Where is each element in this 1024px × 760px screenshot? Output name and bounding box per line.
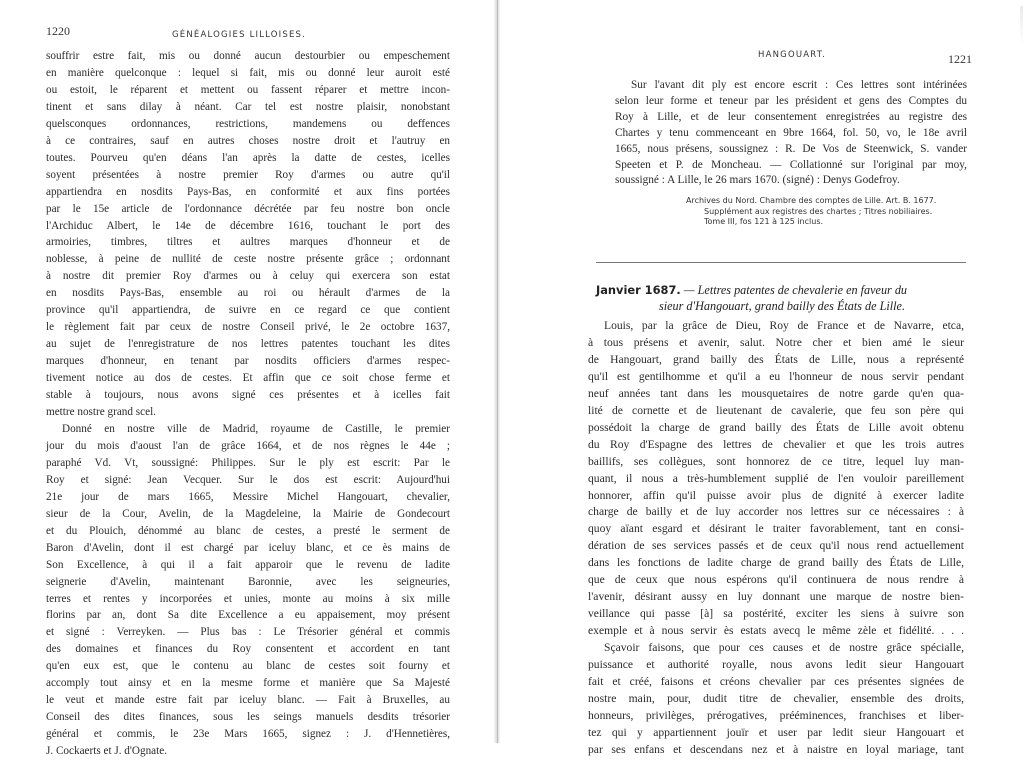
right-body-line: quoy aïant esgard et désirant le traiter favorablement, tant en consi- bbox=[588, 522, 964, 536]
right-body-line: à tous présens et avenir, salut. Notre cher et bien amé le sieur bbox=[588, 335, 964, 349]
left-body-line: le règlement fait par ceux de nostre Conseil privé, le 2e octobre 1637, bbox=[46, 321, 450, 334]
left-body-line: à ce contraires, sauf en autres choses nostre droit et l'autruy en bbox=[46, 134, 450, 147]
left-body-line: par le 15e article de l'ordonnance décrétée par feu nostre bon oncle bbox=[46, 202, 450, 215]
right-body-line: lité de cornette et de lieutenant de cavalerie, que feu son père qui bbox=[588, 403, 964, 417]
left-body-line: terres et rentes y incorporées et unies, monte au moins à six mille bbox=[46, 592, 450, 605]
right-top-line: Sur l'avant dit ply est encore escrit : Ces lettres sont intérinées bbox=[631, 79, 967, 91]
left-body-line: noblesse, à peine de nullité de ceste nostre présente grâce ; ordonnant bbox=[46, 253, 450, 266]
right-top-line: Roy à Lille, et de leur consentement enregistrées au registre des bbox=[615, 110, 967, 123]
left-body-line: l'Archiduc Albert, le 14e de décembre 1616, touchant le port des bbox=[46, 219, 450, 232]
left-body-line: des domaines et finances du Roy consentent et accordent en tant bbox=[46, 643, 450, 656]
left-body-line: soyent présentées à nostre premier Roy d'armes ou autre qu'il bbox=[46, 168, 450, 181]
left-body-line: quelsconques ordonnances, restrictions, mandemens ou deffences bbox=[46, 117, 450, 130]
document-heading bbox=[596, 282, 968, 314]
right-top-line: selon leur forme et teneur par les président et gens des Comptes du bbox=[615, 94, 967, 107]
page-stain bbox=[1020, 6, 1023, 46]
right-body-line: que de ceux que nous espérons qu'il continuera de nous rendre à bbox=[588, 573, 964, 587]
left-page bbox=[0, 0, 494, 758]
right-page-top-text bbox=[615, 78, 967, 189]
left-body-line: appartiendra en nosdits Pays-Bas, en conformité et aux fins portées bbox=[46, 185, 450, 198]
right-top-line: 1665, nous présens, soussignez : R. De Vos de Steenwick, S. vander bbox=[615, 142, 967, 155]
right-body-line: qu'il est gentilhomme et qu'il a eu l'honneur de nous servir pendant bbox=[588, 369, 964, 383]
left-body-line: Conseil des dites finances, sous les seings manuels desdits trésorier bbox=[46, 711, 450, 724]
left-body-line: général et commis, le 23e Mars 1665, signez : J. d'Hennetières, bbox=[46, 728, 450, 741]
left-body-line: marques d'honneur, en tenant par nosdits officiers d'armes respec- bbox=[46, 355, 450, 368]
left-running-head: GÉNÉALOGIES LILLOISES. bbox=[172, 30, 307, 40]
left-body-line: souffrir estre fait, mis ou donné aucun destourbier ou empeschement bbox=[46, 50, 450, 62]
right-body-line: quant, il nous a très-humblement supplié de l'en vouloir pareillement bbox=[588, 471, 964, 485]
document-heading-line-1 bbox=[596, 282, 968, 298]
left-body-line: Roy et signé: Jean Vecquer. Sur le dos est escrit: Aujourd'hui bbox=[46, 473, 450, 486]
document-title-part-2: sieur d'Hangouart, grand bailly des États de Lille. bbox=[658, 299, 905, 313]
right-body-line: neuf années tant dans les mousquetaires de notre garde qu'en qua- bbox=[588, 386, 964, 400]
right-body-line: charge de bailly et de luy accorder nos lettres sur ce nécessaires : à bbox=[588, 505, 964, 519]
right-body-line: fait et créé, faisons et créons chevalier par ces présentes signées de bbox=[588, 675, 964, 689]
left-body-line: toutes. Pourveu qu'en déans l'an après la datte de cestes, icelles bbox=[46, 151, 450, 164]
right-body-line: Louis, par la grâce de Dieu, Roy de France et de Navarre, etca, bbox=[604, 319, 964, 332]
left-body-line: province qu'il appartiendra, de suivre en ce regard ce que contient bbox=[46, 304, 450, 317]
left-body-line: sieur de la Cour, Avelin, de la Magdeleine, la Mairie de Gondecourt bbox=[46, 507, 450, 520]
right-body-line: dans les fonctions de ladite charge de grand bailly des États de Lille, bbox=[588, 556, 964, 570]
left-page-body bbox=[46, 48, 450, 760]
left-body-line: armoiries, timbres, tiltres et aultres marques d'honneur et de bbox=[46, 236, 450, 249]
left-page-number: 1220 bbox=[46, 24, 70, 38]
right-page-number: 1221 bbox=[948, 52, 972, 66]
left-body-line: 21e jour de mars 1665, Messire Michel Hangouart, chevalier, bbox=[46, 490, 450, 503]
citation-line: Tome III, fos 121 à 125 inclus. bbox=[704, 217, 824, 226]
left-body-line: à nostre dit premier Roy d'armes ou à celuy qui exercera son estat bbox=[46, 270, 450, 283]
document-title-part-1: — Lettres patentes de chevalerie en faveur du bbox=[683, 283, 908, 297]
right-page-body bbox=[588, 318, 964, 759]
left-body-line: accomply tout ainsy et en la mesme forme et manière que Sa Majesté bbox=[46, 677, 450, 690]
left-body-line: le veut et mande estre fait par iceluy blanc. — Fait à Bruxelles, au bbox=[46, 694, 450, 707]
right-body-line: nostre main, pour, dudit titre de chevalier, ensemble des droits, bbox=[588, 691, 964, 705]
right-body-line: baillifs, ses collègues, sont honnorez de ce titre, lequel luy man- bbox=[588, 454, 964, 468]
right-body-line: veillance qui passe [à] sa postérité, exciter les siens à suivre son bbox=[588, 607, 964, 621]
left-body-line: et du Plouich, dénommé au blanc de cestes, a presté le serment de bbox=[46, 524, 450, 537]
left-body-line: paraphé Vd. Vt, soussigné: Philippes. Sur le ply est escrit: Par le bbox=[46, 456, 450, 469]
left-body-line: jour du mois d'aoust l'an de grâce 1664, et de nos règnes le 44e ; bbox=[46, 439, 450, 452]
citation-line: Supplément aux registres des chartes ; Titres nobiliaires. bbox=[704, 206, 933, 216]
left-body-line: Donné en nostre ville de Madrid, royaume de Castille, le premier bbox=[62, 422, 450, 435]
left-body-line: stable à toujours, nous avons signé ces présentes et à icelles fait bbox=[46, 389, 450, 402]
citation-line: Archives du Nord. Chambre des comptes de Lille. Art. B. 1677. bbox=[686, 196, 937, 205]
left-body-line: Baron d'Avelin, dont il est chargé par iceluy blanc, et ce ès mains de bbox=[46, 541, 450, 554]
right-top-line: soussigné : A Lille, le 26 mars 1670. (signé) : Denys Godefroy. bbox=[615, 174, 900, 187]
right-body-line: exemple et à nous servir ès estats avecq le même zèle et fidélité. . . . bbox=[588, 624, 964, 638]
right-body-line: Sçavoir faisons, que pour ces causes et de nostre grâce spécialle, bbox=[604, 641, 964, 655]
right-body-line: honnorer, affin qu'il puisse avoir plus de dignité à exercer ladite bbox=[588, 488, 964, 502]
section-divider bbox=[596, 262, 966, 263]
left-body-line: au sujet de l'enregistrature de nos lettres patentes touchant les dites bbox=[46, 338, 450, 351]
left-body-line: J. Cockaerts et J. d'Ognate. bbox=[46, 745, 168, 758]
left-body-line: ou estoit, le réparent et mettent ou fassent réparer et mettre incon- bbox=[46, 83, 450, 96]
right-top-line: Speeten et P. de Moncheau. — Collationné sur l'original par moy, bbox=[615, 158, 967, 171]
right-body-line: l'avenir, désirant aussy en luy donnant une marque de nostre bien- bbox=[588, 590, 964, 604]
left-body-line: mettre nostre grand scel. bbox=[46, 406, 156, 419]
left-body-line: tinent et sans dilay à néant. Car tel est nostre plaisir, nonobstant bbox=[46, 100, 450, 113]
right-body-line: puissance et authorité royalle, nous avons ledit sieur Hangouart bbox=[588, 658, 964, 672]
left-body-line: qu'en eux est, que le contenu au blanc de cestes soit fourny et bbox=[46, 660, 450, 673]
document-heading-line-2 bbox=[596, 298, 968, 314]
left-body-line: en manière quelconque : lequel si fait, mis ou donné leur auroit esté bbox=[46, 66, 450, 79]
right-body-line: dération de ses services passés et de ceux qu'il nous rend actuellement bbox=[588, 539, 964, 553]
document-date: Janvier 1687. bbox=[596, 283, 681, 297]
left-body-line: florins par an, dont Sa dite Excellence a eu appaisement, moy présent bbox=[46, 609, 450, 622]
left-body-line: seignerie d'Avelin, maintenant Baronnie, avec les seigneuries, bbox=[46, 575, 450, 588]
right-running-head: HANGOUART. bbox=[758, 50, 827, 60]
right-body-line: honneurs, privilèges, prérogatives, prééminences, franchises et liber- bbox=[588, 708, 964, 722]
right-page bbox=[500, 0, 1024, 756]
gutter-fold-line bbox=[497, 0, 498, 743]
right-top-line: Chartes y tenu commenceant en 9bre 1664, fol. 50, vo, le 18e avril bbox=[615, 126, 967, 139]
right-body-line: du Roy d'Espagne des lettres de chevalier et que les trois autres bbox=[588, 437, 964, 451]
archive-citation bbox=[686, 196, 976, 228]
right-body-line: possédoit la charge de grand bailly des États de Lille avoit obtenu bbox=[588, 420, 964, 434]
left-body-line: Son Excellence, à qui il a fait apparoir que le revenu de ladite bbox=[46, 558, 450, 571]
left-body-line: en nosdits Pays-Bas, ensemble au roi ou hérault d'armes de la bbox=[46, 287, 450, 300]
right-body-line: par ses enfans et descendans nez et à naistre en loyal mariage, tant bbox=[588, 742, 964, 756]
left-body-line: et signé : Verreyken. — Plus bas : Le Trésorier général et commis bbox=[46, 626, 450, 639]
right-body-line: de Hangouart, grand bailly des États de Lille, nous a représenté bbox=[588, 352, 964, 366]
left-body-line: tivement notice au dos de cestes. Et affin que ce soit chose ferme et bbox=[46, 372, 450, 385]
right-body-line: tez qui y appartiennent jouïr et user par ledit sieur Hangouart et bbox=[588, 725, 964, 739]
